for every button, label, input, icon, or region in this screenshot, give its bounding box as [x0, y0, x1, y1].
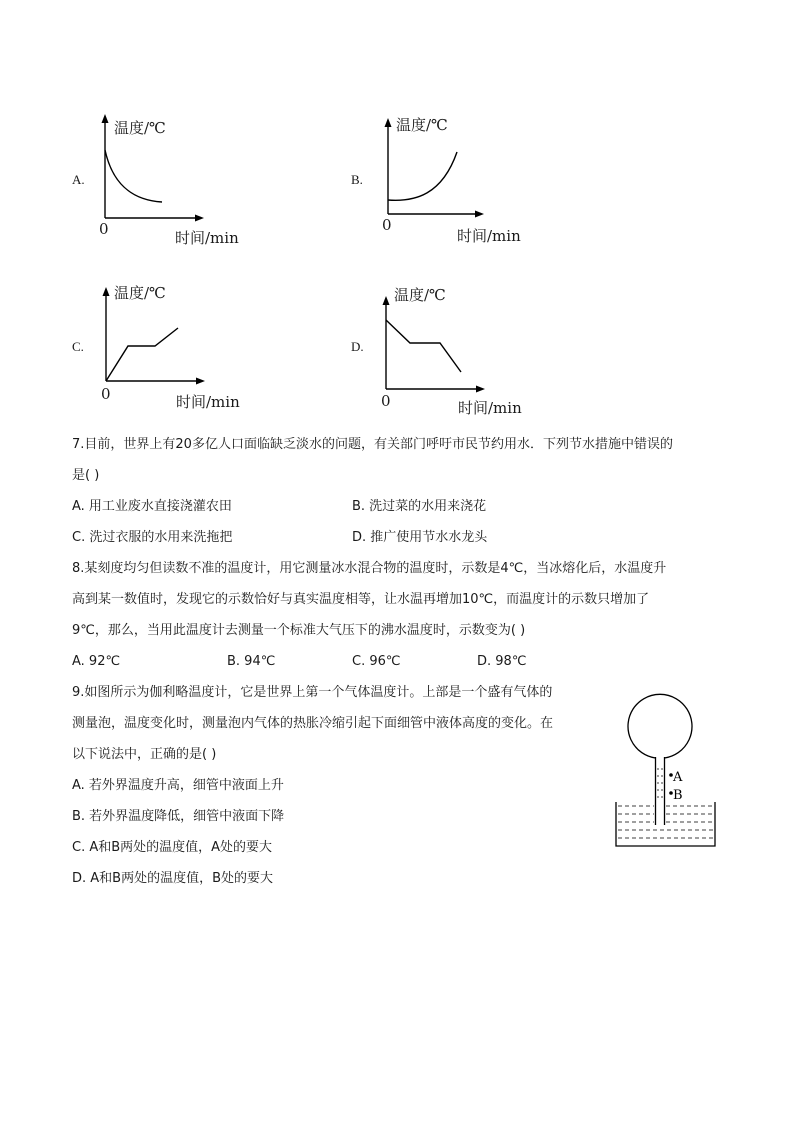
graph-b-x-label: 时间/min	[457, 227, 521, 245]
q8-option-d: D. 98℃	[477, 654, 527, 669]
graph-c-x-label: 时间/min	[176, 393, 240, 411]
q9-option-a: A. 若外界温度升高，细管中液面上升	[72, 778, 284, 793]
q7-option-a: A. 用工业废水直接浇灌农田	[72, 499, 232, 514]
y-axis	[102, 114, 109, 218]
graph-c-origin: 0	[101, 385, 111, 403]
point-b-label: B	[673, 788, 683, 803]
q8-option-c: C. 96℃	[352, 654, 401, 669]
curve	[105, 150, 162, 202]
q8-stem-line-3: 9℃，那么，当用此温度计去测量一个标准大气压下的沸水温度时，示数变为( )	[72, 623, 526, 638]
q8-stem-line-1: 8.某刻度均匀但读数不准的温度计，用它测量冰水混合物的温度时，示数是4℃，当冰熔化后，水温度升	[72, 561, 667, 576]
liquid-container	[616, 802, 715, 846]
q8-option-a: A. 92℃	[72, 654, 121, 669]
graph-b-y-label: 温度/℃	[396, 116, 448, 134]
option-d-letter: D.	[351, 339, 364, 354]
q9-stem-line-2: 测量泡，温度变化时，测量泡内气体的热胀冷缩引起下面细管中液体高度的变化。在	[72, 716, 554, 731]
q9-stem-line-3: 以下说法中，正确的是( )	[72, 747, 217, 762]
graph-d-origin: 0	[381, 392, 391, 410]
curve	[106, 328, 178, 381]
q7-stem-line-1: 7.目前，世界上有20多亿人口面临缺乏淡水的问题，有关部门呼吁市民节约用水．下列节水措施中错误的	[72, 437, 673, 452]
option-b-letter: B.	[351, 172, 363, 187]
x-axis	[106, 378, 205, 385]
graph-a-x-label: 时间/min	[175, 229, 239, 247]
x-axis	[388, 211, 484, 218]
y-axis	[103, 287, 110, 381]
graph-a-origin: 0	[99, 220, 109, 238]
container-liquid	[618, 806, 713, 838]
q7-option-c: C. 洗过衣服的水用来洗拖把	[72, 530, 233, 545]
q9-option-d: D. A和B两处的温度值，B处的要大	[72, 871, 274, 886]
curve	[386, 320, 461, 372]
tube-liquid	[657, 769, 663, 797]
q9-option-c: C. A和B两处的温度值，A处的要大	[72, 840, 273, 855]
q9-stem-line-1: 9.如图所示为伽利略温度计，它是世界上第一个气体温度计。上部是一个盛有气体的	[72, 685, 553, 700]
q7-option-d: D. 推广使用节水水龙头	[352, 530, 488, 545]
q9-option-b: B. 若外界温度降低，细管中液面下降	[72, 809, 285, 824]
thermometer-bulb	[628, 694, 692, 758]
q8-option-b: B. 94℃	[227, 654, 276, 669]
graph-d-y-label: 温度/℃	[394, 286, 446, 304]
x-axis	[105, 215, 204, 222]
y-axis	[383, 296, 390, 389]
x-axis	[386, 386, 485, 393]
q7-option-b: B. 洗过菜的水用来浇花	[352, 499, 487, 514]
q7-stem-line-2: 是( )	[72, 468, 100, 483]
graph-d-x-label: 时间/min	[458, 399, 522, 417]
graph-a-y-label: 温度/℃	[114, 119, 166, 137]
curve	[388, 152, 457, 200]
point-a-label: A	[673, 770, 683, 785]
option-c-letter: C.	[72, 339, 84, 354]
graph-b-origin: 0	[382, 216, 392, 234]
option-a-letter: A.	[72, 172, 85, 187]
galileo-thermometer-figure	[610, 678, 722, 854]
graph-c-y-label: 温度/℃	[114, 284, 166, 302]
q8-stem-line-2: 高到某一数值时，发现它的示数恰好与真实温度相等，让水温再增加10℃，而温度计的示数只增加了	[72, 592, 650, 607]
